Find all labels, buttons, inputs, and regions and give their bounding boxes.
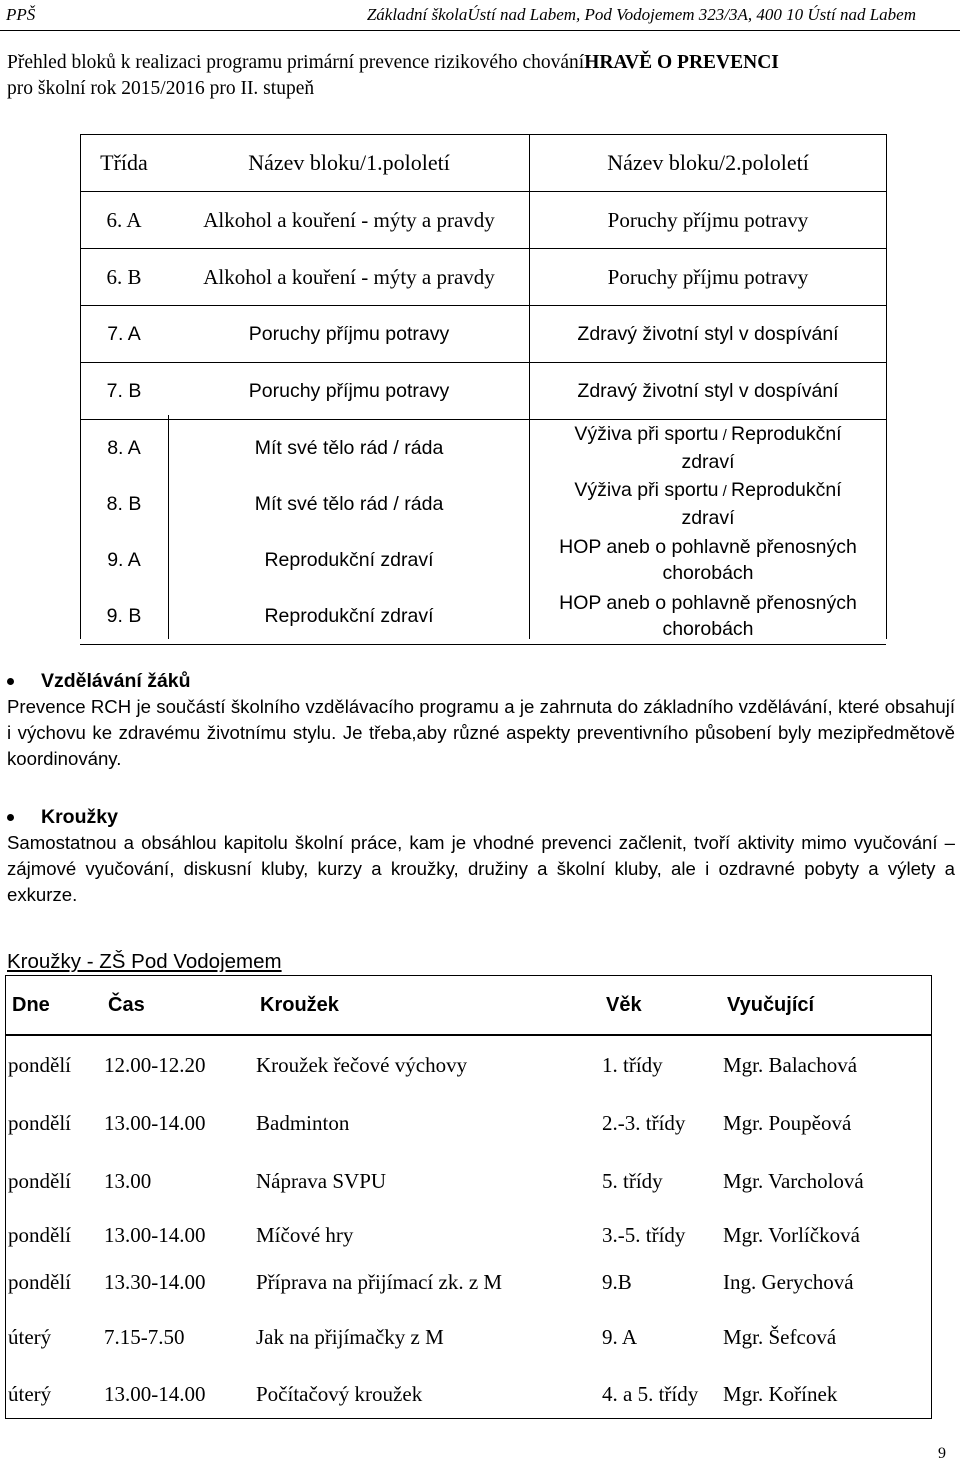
block2-separator: / [718, 483, 732, 500]
class-cell: 8. B [106, 492, 142, 515]
time-cell: 13.00-14.00 [104, 1381, 206, 1406]
block2-cell: Zdravý životní styl v dospívání [577, 380, 839, 402]
teacher-cell: Mgr. Vorlíčková [723, 1222, 860, 1247]
table-row [6, 1152, 931, 1210]
program-name: HRAVĚ O PREVENCI [584, 52, 779, 73]
intro-text [7, 50, 952, 102]
age-cell: 2.-3. třídy [602, 1110, 686, 1135]
club-cell: Náprava SVPU [256, 1168, 387, 1193]
page-header-right: Základní školaÚstí nad Labem, Pod Vodojemem 323/3A, 400 10 Ústí nad Labem [366, 5, 916, 24]
class-cell: 7. B [106, 379, 142, 402]
day-cell: pondělí [8, 1052, 71, 1077]
block1-cell: Poruchy příjmu potravy [248, 379, 450, 402]
age-cell: 4. a 5. třídy [602, 1381, 699, 1406]
time-cell: 13.00-14.00 [104, 1110, 206, 1135]
block2-part-a: HOP aneb o pohlavně přenosných [559, 536, 857, 558]
club-cell: Jak na přijímačky z M [256, 1324, 444, 1349]
blocks-table-divider [529, 134, 530, 639]
class-cell: 7. A [107, 322, 141, 345]
block1-cell: Reprodukční zdraví [264, 604, 434, 627]
blocks-table-divider [168, 415, 169, 639]
block1-cell: Alkohol a kouření - mýty a pravdy [203, 264, 495, 289]
header-block-1: Název bloku/1.pololetí [248, 150, 450, 175]
page-header-left: PPŠ [6, 5, 36, 24]
blocks-table-frame [80, 134, 887, 639]
class-cell: 9. B [106, 604, 142, 627]
page-number: 9 [938, 1445, 946, 1462]
time-cell: 13.30-14.00 [104, 1269, 206, 1294]
block2-part-a: Výživa při sportu [574, 479, 719, 501]
block1-cell: Alkohol a kouření - mýty a pravdy [203, 207, 495, 232]
header-time: Čas [108, 993, 145, 1016]
section-title-text: Vzdělávání žáků [41, 670, 191, 692]
block2-part-c: chorobách [662, 562, 754, 584]
club-cell: Příprava na přijímací zk. z M [256, 1269, 503, 1294]
section-title-text: Kroužky [41, 806, 118, 828]
clubs-title: Kroužky - ZŠ Pod Vodojemem [7, 950, 282, 973]
block2-separator: / [718, 427, 732, 444]
header-age: Věk [606, 993, 642, 1016]
clubs-table [5, 975, 932, 1419]
header-teacher: Vyučující [727, 993, 815, 1016]
table-row [6, 1210, 931, 1260]
club-cell: Kroužek řečové výchovy [256, 1052, 468, 1077]
time-cell: 13.00 [104, 1168, 152, 1193]
block2-part-b: Reprodukční [731, 423, 842, 445]
class-cell: 6. B [106, 264, 142, 289]
block2-cell: Zdravý životní styl v dospívání [577, 323, 839, 345]
block2-cell: Poruchy příjmu potravy [607, 265, 809, 289]
bullet-icon [7, 678, 14, 685]
section-education [7, 668, 955, 772]
teacher-cell: Mgr. Varcholová [723, 1168, 864, 1193]
section-clubs [7, 804, 955, 908]
block2-cell: Poruchy příjmu potravy [607, 208, 809, 232]
age-cell: 9. A [602, 1324, 638, 1349]
teacher-cell: Mgr. Poupěová [723, 1110, 852, 1135]
block2-part-a: HOP aneb o pohlavně přenosných [559, 592, 857, 614]
block2-part-a: Výživa při sportu [574, 423, 719, 445]
day-cell: pondělí [8, 1222, 71, 1247]
header-divider [0, 30, 960, 31]
header-class: Třída [100, 150, 148, 175]
day-cell: úterý [8, 1324, 52, 1349]
day-cell: pondělí [8, 1110, 71, 1135]
block2-part-c: zdraví [681, 507, 735, 529]
section-paragraph: Samostatnou a obsáhlou kapitolu školní práce, kam je vhodné prevenci začlenit, tvoří aktivity mimo vyučování – zájmové vyučování, diskusní kluby, kurzy a kroužky, družiny a školní kluby, ale i ozdravné pobyty a výlety a exkurze. [7, 832, 955, 905]
section-paragraph: Prevence RCH je součástí školního vzdělávacího programu a je zahrnuta do základního vzdělávání, které obsahují i výchovu ke zdravému životnímu stylu. Je třeba,aby různé aspekty preventivního působení byly mezipředmětově koordinovány. [7, 696, 955, 769]
day-cell: pondělí [8, 1168, 71, 1193]
section-title [7, 668, 955, 694]
age-cell: 5. třídy [602, 1168, 663, 1193]
club-cell: Počítačový kroužek [256, 1381, 423, 1406]
clubs-table-header [6, 976, 931, 1036]
table-row [6, 1370, 931, 1418]
class-cell: 6. A [106, 207, 142, 232]
section-title [7, 804, 955, 830]
teacher-cell: Mgr. Balachová [723, 1052, 858, 1077]
intro-line1: Přehled bloků k realizaci programu primární prevence rizikového chování [7, 52, 585, 73]
header-block-2: Název bloku/2.pololetí [607, 150, 809, 175]
block1-cell: Poruchy příjmu potravy [248, 322, 450, 345]
table-row [6, 1260, 931, 1304]
day-cell: pondělí [8, 1269, 71, 1294]
class-cell: 8. A [107, 436, 141, 459]
teacher-cell: Mgr. Kořínek [723, 1381, 838, 1406]
age-cell: 1. třídy [602, 1052, 663, 1077]
intro-line2: pro školní rok 2015/2016 pro II. stupeň [7, 78, 315, 99]
bullet-icon [7, 814, 14, 821]
header-day: Dne [12, 993, 50, 1016]
club-cell: Badminton [256, 1110, 350, 1135]
age-cell: 9.B [602, 1269, 632, 1294]
table-row [6, 1304, 931, 1370]
age-cell: 3.-5. třídy [602, 1222, 686, 1247]
block2-part-c: zdraví [681, 451, 735, 473]
class-cell: 9. A [107, 548, 141, 571]
block2-part-c: chorobách [662, 618, 754, 640]
club-cell: Míčové hry [256, 1222, 354, 1247]
teacher-cell: Ing. Gerychová [723, 1269, 854, 1294]
day-cell: úterý [8, 1381, 52, 1406]
header-club: Kroužek [260, 993, 339, 1016]
time-cell: 7.15-7.50 [104, 1324, 185, 1349]
teacher-cell: Mgr. Šefcová [723, 1324, 837, 1349]
block1-cell: Reprodukční zdraví [264, 548, 434, 571]
block1-cell: Mít své tělo rád / ráda [254, 436, 444, 459]
table-row [6, 1036, 931, 1094]
time-cell: 12.00-12.20 [104, 1052, 206, 1077]
block2-part-b: Reprodukční [731, 479, 842, 501]
time-cell: 13.00-14.00 [104, 1222, 206, 1247]
block1-cell: Mít své tělo rád / ráda [254, 492, 444, 515]
table-row [6, 1094, 931, 1152]
